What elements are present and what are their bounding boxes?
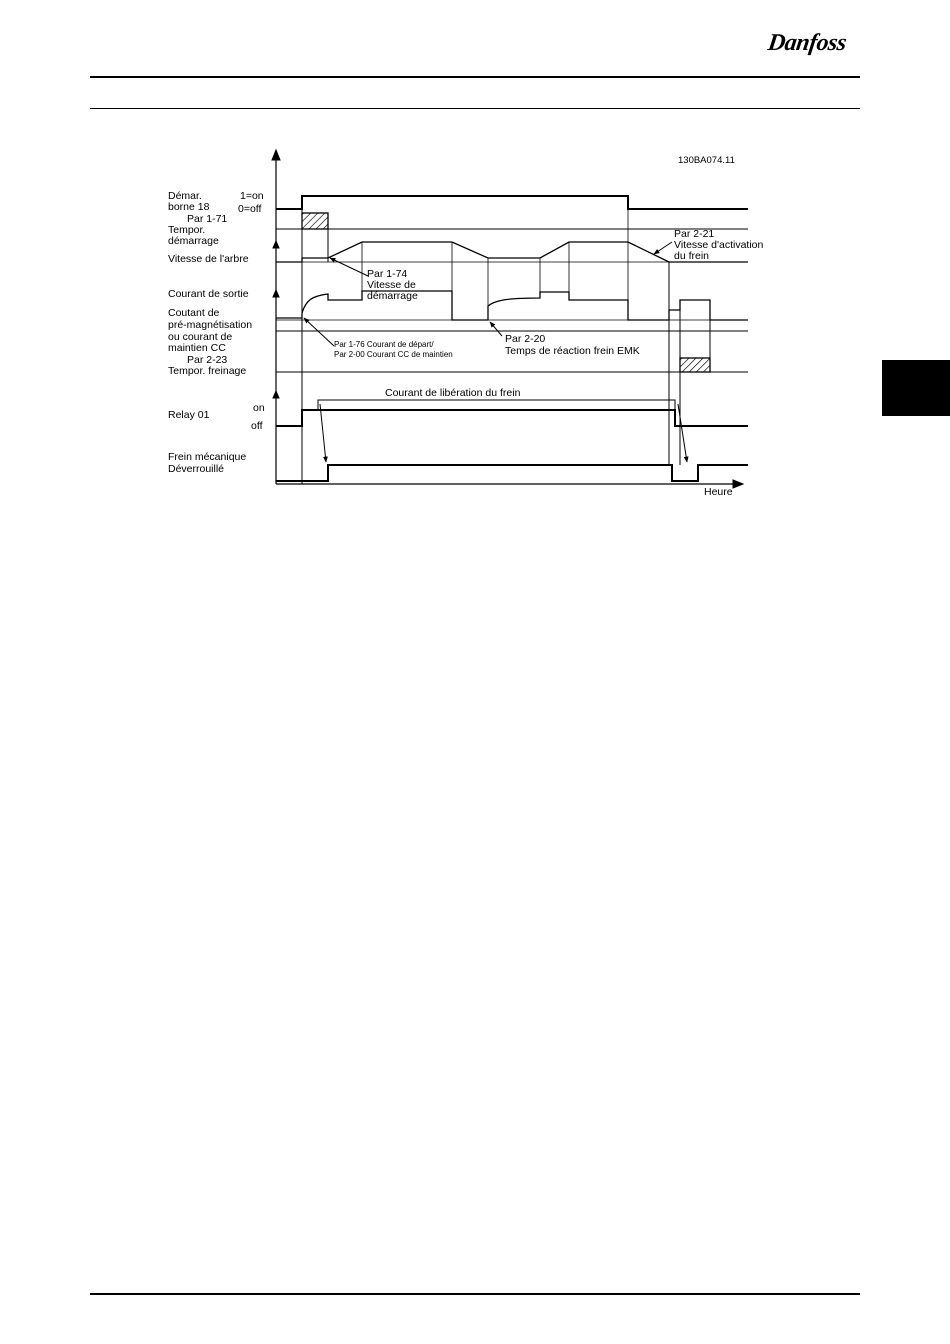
danfoss-logo: Danfoss [766, 30, 848, 56]
start-speed-annot-1: Par 1-74 [367, 268, 408, 280]
on-value-label: 1=on [240, 190, 264, 202]
relay-label: Relay 01 [168, 409, 210, 421]
start-delay-par: Par 1-71 [187, 213, 228, 225]
premag-label-1: Coutant de [168, 307, 220, 319]
activation-speed-annot-1: Par 2-21 [674, 228, 715, 240]
activation-speed-annot-2: Vitesse d'activation [674, 239, 764, 251]
relay-on-label: on [253, 402, 265, 414]
start-delay-box [302, 213, 328, 229]
release-arrow-right [678, 404, 687, 462]
start-delay-label-2: démarrage [168, 235, 219, 247]
reaction-time-annot-2: Temps de réaction frein EMK [505, 345, 640, 357]
brake-delay-par: Par 2-23 [187, 354, 228, 366]
start-delay-label-1: Tempor. [168, 224, 206, 236]
output-current-trace [276, 291, 748, 320]
mech-brake-trace [276, 465, 748, 481]
relay-off-label: off [251, 420, 263, 432]
time-axis [272, 150, 743, 488]
start-current-annot-2: Par 2-00 Courant CC de maintien [334, 350, 453, 359]
premag-label-2: pré-magnétisation [168, 319, 253, 331]
relay-trace [276, 410, 748, 426]
mech-brake-label-2: Déverrouillé [168, 463, 225, 475]
brake-delay-box [680, 358, 710, 372]
drawing-id: 130BA074.11 [678, 155, 735, 166]
start-speed-annot-3: démarrage [367, 290, 418, 302]
release-current-bracket [318, 400, 675, 410]
activation-speed-leader [654, 242, 672, 254]
reaction-time-leader [490, 322, 502, 336]
start-signal-trace [276, 196, 748, 209]
start-current-annot-1: Par 1-76 Courant de départ/ [334, 340, 434, 349]
brake-delay-label: Tempor. freinage [168, 365, 247, 377]
mech-brake-label-1: Frein mécanique [168, 451, 247, 463]
reaction-time-annot-1: Par 2-20 [505, 333, 546, 345]
output-current-label: Courant de sortie [168, 288, 249, 300]
release-arrow-left [320, 404, 326, 462]
off-value-label: 0=off [238, 203, 262, 215]
start-terminal-label-2: borne 18 [168, 201, 210, 213]
shaft-speed-label: Vitesse de l'arbre [168, 253, 249, 265]
start-current-leader [304, 318, 334, 346]
time-axis-label: Heure [704, 486, 733, 498]
activation-speed-annot-3: du frein [674, 250, 710, 262]
start-terminal-label-1: Démar. [168, 190, 202, 202]
start-speed-annot-2: Vitesse de [367, 279, 416, 291]
premag-label-4: maintien CC [168, 342, 226, 354]
release-current-label: Courant de libération du frein [385, 387, 521, 399]
premag-label-3: ou courant de [168, 331, 233, 343]
